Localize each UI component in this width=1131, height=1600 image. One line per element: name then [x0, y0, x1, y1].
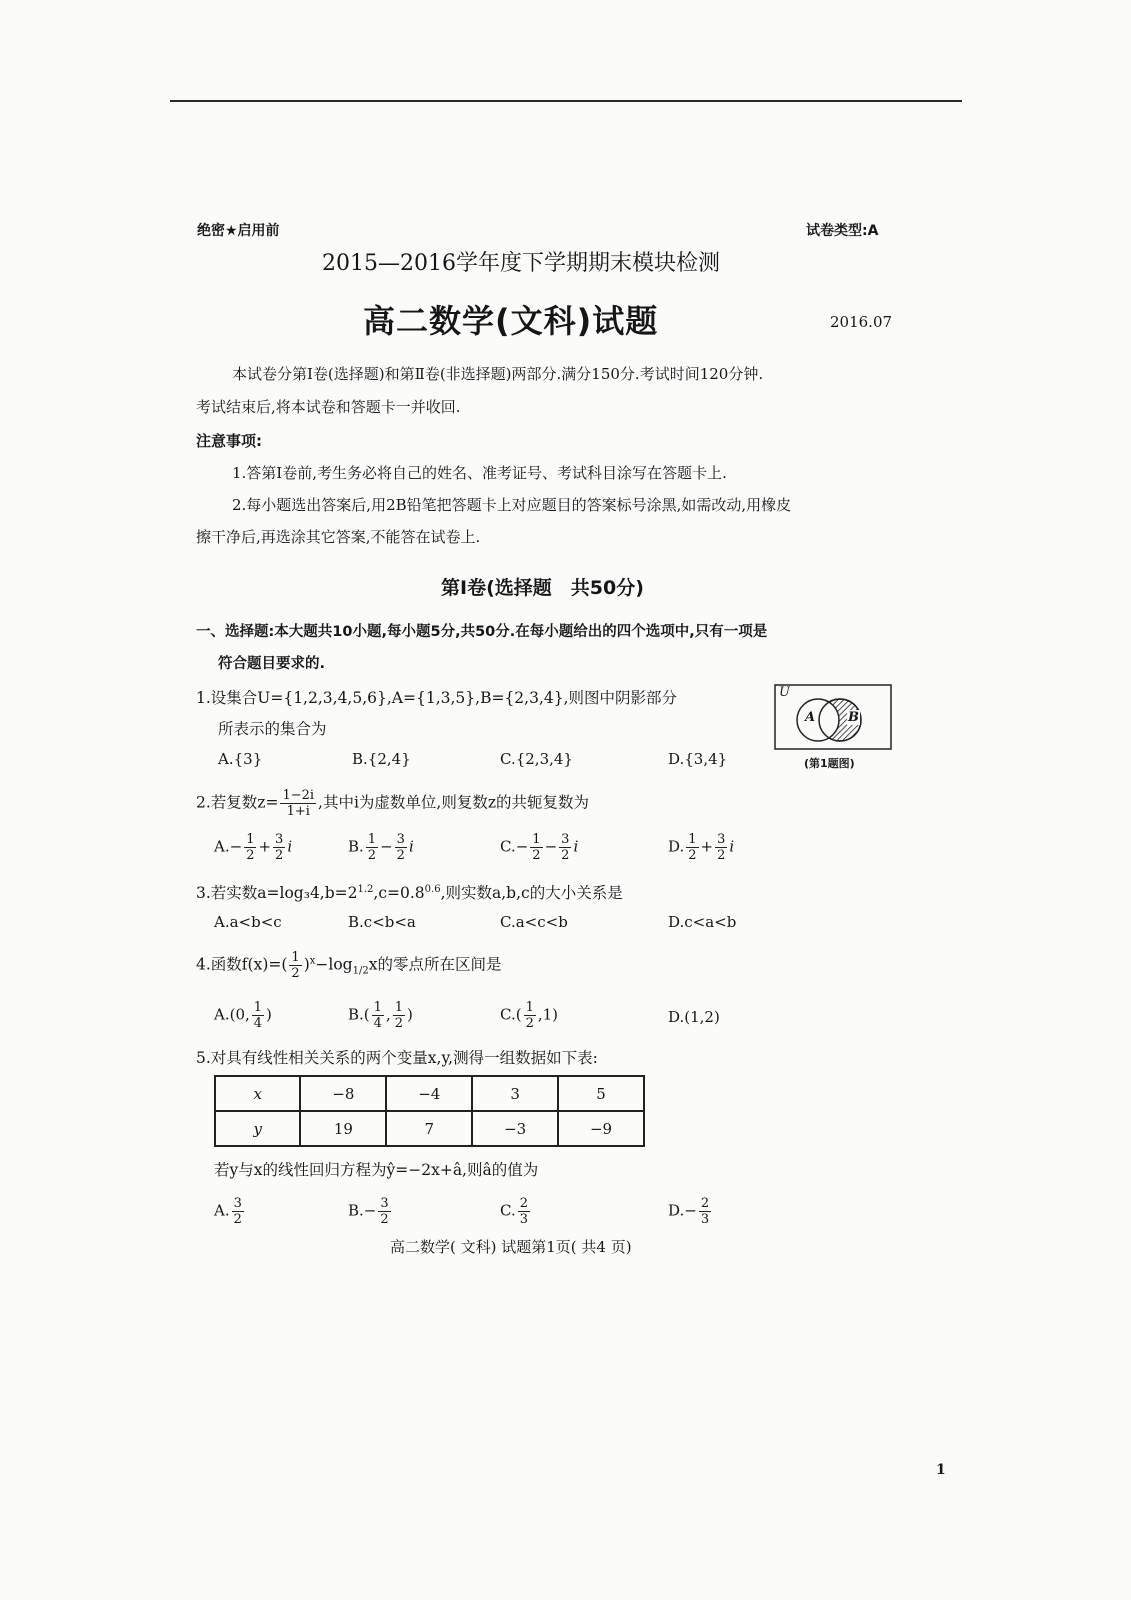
q2-stem	[196, 788, 589, 819]
venn-label-u: U	[779, 685, 790, 700]
term-title: 2015—2016学年度下学期期末模块检测	[322, 251, 720, 276]
table-cell: y	[215, 1111, 300, 1146]
page-footer-label: 高二数学( 文科) 试题第1页( 共4 页)	[390, 1238, 632, 1256]
page-number: 1	[936, 1462, 946, 1478]
section-instruction-2: 符合题目要求的.	[218, 656, 326, 672]
table-cell: 3	[472, 1076, 558, 1111]
q1-option-a: A.{3}	[218, 750, 263, 768]
table-cell: 7	[386, 1111, 472, 1146]
table-cell: −3	[472, 1111, 558, 1146]
table-cell: 19	[300, 1111, 386, 1146]
q2-option-a: A.− $\frac{1}{2}$ + $\frac{3}{2}$ i	[214, 832, 293, 863]
q3-option-b: B.c<b<a	[348, 913, 416, 931]
q2-fraction	[280, 788, 316, 819]
q1-stem-2: 所表示的集合为	[218, 720, 327, 738]
exam-date: 2016.07	[830, 313, 893, 331]
paper-type: 试卷类型:A	[806, 223, 879, 239]
q5-data-table	[214, 1075, 645, 1147]
q4-option-a: A.(0, $\frac{1}{4}$ )	[214, 1000, 272, 1031]
section-title: 第Ⅰ卷(选择题 共50分)	[441, 577, 644, 599]
venn-caption: (第1题图)	[804, 757, 855, 770]
notice-2b: 擦干净后,再选涂其它答案,不能答在试卷上.	[196, 528, 481, 546]
top-rule	[170, 100, 962, 102]
q5-stem-2: 若y与x的线性回归方程为ŷ=−2x+â,则â的值为	[214, 1161, 539, 1179]
table-row-y	[215, 1111, 644, 1146]
q1-option-d: D.{3,4}	[668, 750, 728, 768]
table-row-x	[215, 1076, 644, 1111]
q1-option-b: B.{2,4}	[352, 750, 411, 768]
q4-option-d: D.(1,2)	[668, 1008, 720, 1026]
table-cell: x	[215, 1076, 300, 1111]
q2-frac-num: 1−2i	[282, 788, 315, 803]
intro-line-1: 本试卷分第Ⅰ卷(选择题)和第Ⅱ卷(非选择题)两部分.满分150分.考试时间120分钟.	[232, 365, 764, 383]
q2-option-c: C.− $\frac{1}{2}$ − $\frac{3}{2}$ i	[500, 832, 579, 863]
q1-option-c: C.{2,3,4}	[500, 750, 573, 768]
notice-title: 注意事项:	[196, 432, 262, 450]
q4-stem: 4.函数f(x)=( $\frac{1}{2}$ )$^x-\log_{1/2}x$的零点所在区间是	[196, 950, 502, 981]
table-cell: 5	[558, 1076, 644, 1111]
venn-diagram	[774, 684, 892, 750]
section-instruction-1: 一、选择题:本大题共10小题,每小题5分,共50分.在每小题给出的四个选项中,只有一项是	[196, 624, 768, 640]
q3-option-c: C.a<c<b	[500, 913, 568, 931]
table-cell: −4	[386, 1076, 472, 1111]
venn-label-b: B	[848, 710, 859, 725]
q4-option-b: B.( $\frac{1}{4}$ , $\frac{1}{2}$ )	[348, 1000, 413, 1031]
venn-label-a: A	[805, 710, 816, 725]
q5-stem-1: 5.对具有线性相关关系的两个变量x,y,测得一组数据如下表:	[196, 1049, 598, 1067]
q1-stem-1: 1.设集合U={1,2,3,4,5,6},A={1,3,5},B={2,3,4},则图中阴影部分	[196, 689, 678, 707]
secret-label: 绝密★启用前	[197, 223, 280, 239]
page-title: 高二数学(文科)试题	[363, 302, 659, 340]
venn-diagram-svg	[774, 684, 892, 750]
q2-option-b: B. $\frac{1}{2}$ − $\frac{3}{2}$ i	[348, 832, 414, 863]
q5-option-a: A. $\frac{3}{2}$	[214, 1196, 242, 1227]
q4-option-c: C.( $\frac{1}{2}$ ,1)	[500, 1000, 559, 1031]
q2-prefix: 2.若复数z=	[196, 793, 279, 812]
table-cell: −9	[558, 1111, 644, 1146]
q2-option-d: D. $\frac{1}{2}$ + $\frac{3}{2}$ i	[668, 832, 735, 863]
notice-2a: 2.每小题选出答案后,用2B铅笔把答题卡上对应题目的答案标号涂黑,如需改动,用橡皮	[232, 496, 792, 514]
q5-option-d: D.− $\frac{2}{3}$	[668, 1196, 710, 1227]
q2-frac-den: 1+i	[286, 804, 310, 819]
set-a-circle	[797, 699, 839, 741]
q3-option-d: D.c<a<b	[668, 913, 737, 931]
q3-option-a: A.a<b<c	[214, 913, 282, 931]
intro-line-2: 考试结束后,将本试卷和答题卡一并收回.	[196, 398, 461, 416]
q5-option-c: C. $\frac{2}{3}$	[500, 1196, 528, 1227]
table-cell: −8	[300, 1076, 386, 1111]
q3-stem: 3.若实数$a=\log_34,b=2^{1.2},c=0.8^{0.6}$,则实数a,b,c的大小关系是	[196, 883, 623, 902]
notice-1: 1.答第Ⅰ卷前,考生务必将自己的姓名、准考证号、考试科目涂写在答题卡上.	[232, 464, 727, 482]
q5-option-b: B.− $\frac{3}{2}$	[348, 1196, 389, 1227]
q2-suffix: ,其中i为虚数单位,则复数z的共轭复数为	[318, 793, 590, 812]
